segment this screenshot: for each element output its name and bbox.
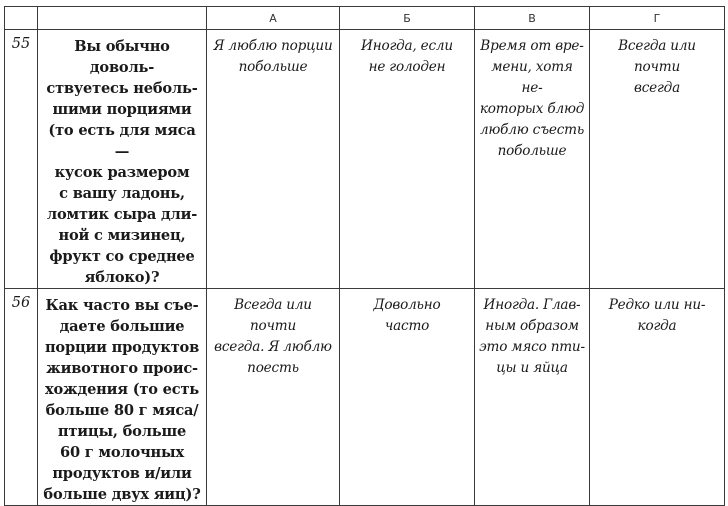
answer-a-text: Всегда или почти всегда. Я люблю поесть [214, 297, 332, 376]
table-row [5, 30, 725, 289]
answer-d-text: Всегда или почти всегда [618, 38, 696, 96]
answer-c-text: Время от вре- мени, хотя не- которых блюд люблю съесть побольше [479, 38, 585, 159]
answer-b-cell [340, 289, 475, 506]
header-number-cell [5, 7, 38, 30]
answer-a-text: Я люблю порции побольше [213, 38, 333, 75]
answer-c-cell [475, 289, 590, 506]
question-cell [38, 289, 207, 506]
row-number: 55 [11, 36, 31, 52]
question-cell [38, 30, 207, 289]
answer-d-cell [590, 289, 725, 506]
header-col-d: Г [590, 7, 725, 30]
row-number-cell [5, 30, 38, 289]
row-number: 56 [11, 295, 31, 311]
header-question-cell [38, 7, 207, 30]
header-col-a: А [207, 7, 340, 30]
answer-c-cell [475, 30, 590, 289]
answer-b-text: Довольно часто [373, 297, 441, 334]
header-col-b: Б [340, 7, 475, 30]
table-row [5, 289, 725, 506]
question-text: Вы обычно доволь- ствуетесь неболь- шими порциями (то есть для мяса — кусок размером с вашу ладонь, ломтик сыра дли- ной с мизинец, фрукт со среднее яблоко)? [46, 38, 198, 286]
header-col-c: В [475, 7, 590, 30]
row-number-cell [5, 289, 38, 506]
answer-c-text: Иногда. Глав- ным образом это мясо пти- цы и яйца [479, 297, 585, 376]
header-row [5, 7, 725, 30]
answer-d-text: Редко или ни- когда [608, 297, 706, 334]
answer-d-cell [590, 30, 725, 289]
answer-a-cell [207, 30, 340, 289]
answer-b-text: Иногда, если не голоден [361, 38, 453, 75]
questionnaire-table [4, 6, 725, 506]
answer-b-cell [340, 30, 475, 289]
question-text: Как часто вы съе- даете большие порции продуктов животного проис- хождения (то есть больше 80 г мяса/ птицы, больше 60 г молочных продуктов и/или больше двух яиц)? [43, 297, 201, 503]
answer-a-cell [207, 289, 340, 506]
